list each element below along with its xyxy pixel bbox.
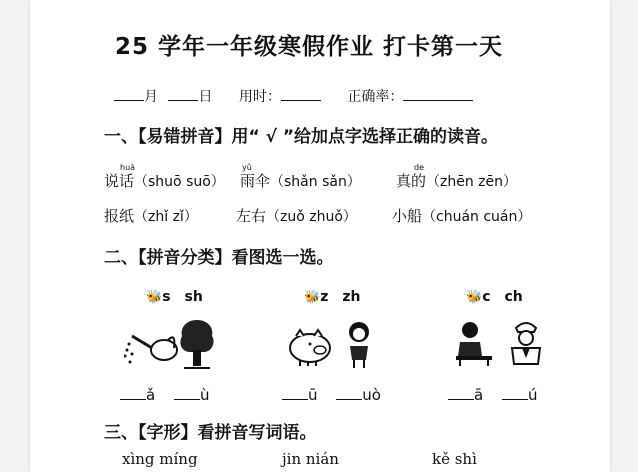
answer-blank[interactable] bbox=[174, 385, 200, 400]
bee-icon: 🐝 bbox=[466, 290, 483, 305]
pinyin-options[interactable]: （zhǐ zǐ） bbox=[134, 209, 198, 225]
final: uò bbox=[362, 386, 381, 404]
page-title: 25 学年一年级寒假作业 打卡第一天 bbox=[115, 34, 504, 60]
answer-blank[interactable] bbox=[282, 385, 308, 400]
s1-row2-item3 bbox=[392, 205, 531, 226]
person-sitting-icon bbox=[454, 320, 494, 368]
watering-can-icon bbox=[124, 322, 184, 370]
bee-icon: 🐝 bbox=[304, 290, 321, 305]
word: 报纸 bbox=[104, 207, 135, 225]
final: ù bbox=[199, 386, 210, 404]
section2-heading: 二、【拼音分类】看图选一选。 bbox=[104, 248, 334, 268]
final: ǎ bbox=[146, 386, 156, 404]
consonant-a: s bbox=[162, 289, 171, 305]
day-label: 日 bbox=[198, 89, 213, 105]
section1-heading: 一、【易错拼音】用“ √ ”给加点字选择正确的读音。 bbox=[104, 127, 499, 147]
consonant-b: zh bbox=[342, 289, 361, 305]
day-blank[interactable] bbox=[168, 86, 198, 101]
consonant-a: c bbox=[482, 289, 491, 305]
consonant-b: sh bbox=[184, 289, 203, 305]
answer-blank[interactable] bbox=[502, 385, 528, 400]
month-blank[interactable] bbox=[114, 86, 144, 101]
month-label: 月 bbox=[144, 89, 158, 105]
group2-consonants bbox=[304, 289, 360, 305]
pinyin-options[interactable]: （shuō suō） bbox=[134, 174, 225, 190]
word: 说话 bbox=[104, 172, 135, 190]
answer-blank[interactable] bbox=[120, 385, 146, 400]
group3-blanks bbox=[448, 385, 538, 404]
worksheet bbox=[30, 0, 610, 472]
final: ū bbox=[308, 386, 318, 404]
final: ú bbox=[527, 386, 538, 404]
pinyin-options[interactable]: （chuán cuán） bbox=[422, 209, 532, 225]
time-blank[interactable] bbox=[281, 86, 321, 101]
tree-icon bbox=[178, 318, 216, 370]
s1-row1-item1 bbox=[104, 163, 225, 191]
pinyin-options[interactable]: （zhēn zēn） bbox=[426, 174, 518, 190]
word: 雨伞 bbox=[240, 172, 271, 190]
consonant-b: ch bbox=[504, 289, 523, 305]
final: ā bbox=[474, 386, 484, 404]
ruby-hua: huà bbox=[120, 163, 136, 172]
word: 左右 bbox=[236, 207, 267, 225]
pinyin-options[interactable]: （zuǒ zhuǒ） bbox=[266, 209, 357, 225]
pinyin-options[interactable]: （shǎn sǎn） bbox=[270, 174, 361, 190]
bee-icon: 🐝 bbox=[146, 290, 163, 305]
accuracy-blank[interactable] bbox=[403, 86, 473, 101]
group3-consonants bbox=[466, 289, 523, 305]
time-label: 用时： bbox=[238, 89, 281, 105]
ruby-de: de bbox=[414, 163, 424, 172]
consonant-a: z bbox=[320, 289, 329, 305]
answer-blank[interactable] bbox=[448, 385, 474, 400]
word: 小船 bbox=[392, 207, 423, 225]
s1-row2-item1 bbox=[104, 205, 198, 226]
group1-blanks bbox=[120, 385, 210, 404]
ruby-yu: yǔ bbox=[242, 163, 252, 172]
s1-row2-item2 bbox=[236, 205, 357, 226]
answer-blank[interactable] bbox=[336, 385, 362, 400]
pinyin-word-1: xìng míng bbox=[122, 450, 198, 468]
child-icon bbox=[344, 320, 374, 370]
section3-heading: 三、【字形】看拼音写词语。 bbox=[104, 423, 317, 443]
s1-row1-item3 bbox=[396, 163, 518, 191]
accuracy-label: 正确率： bbox=[347, 89, 404, 105]
s1-row1-item2 bbox=[240, 163, 361, 191]
group2-blanks bbox=[282, 385, 381, 404]
info-line bbox=[114, 86, 473, 106]
pig-icon bbox=[286, 326, 334, 368]
chef-icon bbox=[506, 318, 546, 368]
pinyin-word-3: kě shì bbox=[432, 450, 477, 468]
group1-consonants bbox=[146, 289, 203, 305]
word: 真的 bbox=[396, 172, 427, 190]
pinyin-word-2: jin nián bbox=[282, 450, 339, 468]
